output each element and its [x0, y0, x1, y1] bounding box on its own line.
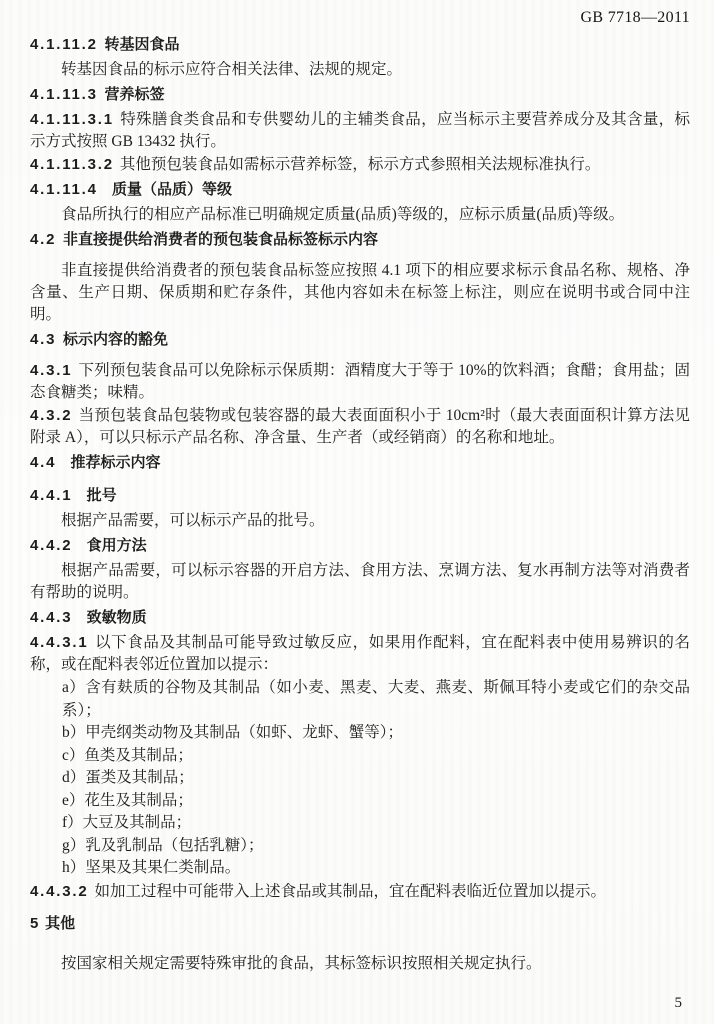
section-heading-4-4-1: [30, 485, 690, 507]
section-title: 转基因食品: [104, 36, 180, 53]
list-item-a: a）含有麸质的谷物及其制品（如小麦、黑麦、大麦、燕麦、斯佩耳特小麦或它们的杂交品系）；: [62, 679, 690, 719]
list-item-f: f）大豆及其制品；: [62, 814, 192, 831]
section-number: 4.4.1: [30, 487, 73, 504]
paragraph-non-direct: 非直接提供给消费者的预包装食品标签应按照 4.1 项下的相应要求标示食品名称、规格、净含量、生产日期、保质期和贮存条件，其他内容如未在标签上标注，则应在说明书或合同中注明。: [30, 262, 690, 323]
paragraph-other: 按国家相关规定需要特殊审批的食品，其标签标识按照相关规定执行。: [61, 954, 542, 972]
clause-text: 下列预包装食品可以免除标示保质期：酒精度大于等于 10%的饮料酒；食醋；食用盐；固态食糖类；味精。: [30, 362, 690, 401]
section-number: 4.3: [30, 331, 57, 348]
section-title: 推荐标示内容: [70, 454, 161, 471]
page-number: 5: [674, 995, 682, 1011]
section-number: 4.4.2: [30, 537, 73, 554]
section-heading-4-4-3: [30, 607, 690, 629]
clause-4-1-11-3-1: [30, 109, 690, 153]
section-title: 营养标签: [104, 86, 165, 103]
clause-number: 4.1.11.3.2: [30, 156, 114, 173]
clause-number: 4.4.3.1: [30, 634, 89, 651]
list-item-c: c）鱼类及其制品；: [62, 746, 193, 764]
section-title: 食用方法: [86, 537, 147, 554]
clause-number: 4.3.1: [30, 362, 73, 379]
vertical-spacer: [30, 254, 690, 259]
list-item-b: b）甲壳纲类动物及其制品（如虾、龙虾、蟹等）；: [62, 724, 404, 741]
clause-4-3-2: [30, 405, 690, 449]
section-title: 质量（品质）等级: [112, 181, 233, 198]
section-heading-4-1-11-2: [30, 34, 690, 56]
section-heading-4-4-2: [30, 535, 690, 557]
allergen-list: [30, 677, 690, 880]
section-number: 4.1.11.2: [30, 36, 98, 53]
section-number: 4.1.11.3: [30, 86, 98, 103]
clause-4-4-3-1: [30, 632, 690, 676]
list-item-e: e）花生及其制品；: [62, 791, 193, 809]
list-item-d: d）蛋类及其制品；: [62, 769, 194, 786]
section-heading-4-2: [30, 229, 690, 251]
clause-text: 当预包装食品包装物或包装容器的最大表面面积小于 10cm²时（最大表面面积计算方法见附录 A），可以只标示产品名称、净含量、生产者（或经销商）的名称和地址。: [30, 407, 690, 446]
section-title: 批号: [86, 487, 117, 504]
clause-4-3-1: [30, 360, 690, 404]
clause-text: 特殊膳食类食品和专供婴幼儿的主辅类食品，应当标示主要营养成分及其含量，标示方式按照 GB 13432 执行。: [30, 111, 690, 150]
section-number: 4.4.3: [30, 609, 73, 626]
standard-code: GB 7718—2011: [580, 9, 690, 26]
list-item-g: g）乳及乳制品（包括乳糖）；: [62, 836, 264, 854]
paragraph-usage: 根据产品需要，可以标示容器的开启方法、食用方法、烹调方法、复水再制方法等对消费者有帮助的说明。: [30, 562, 690, 601]
section-number: 4.4: [30, 454, 57, 471]
chapter-title: 其他: [45, 914, 76, 932]
clause-number: 4.1.11.3.1: [30, 111, 114, 128]
paragraph-quality: 食品所执行的相应产品标准已明确规定质量(品质)等级的，应标示质量(品质)等级。: [61, 206, 625, 223]
section-heading-4-1-11-3: [30, 84, 690, 106]
section-heading-4-1-11-4: [30, 179, 690, 201]
list-item-h: h）坚果及其果仁类制品。: [62, 859, 241, 876]
paragraph-transgenic: 转基因食品的标示应符合相关法律、法规的规定。: [61, 61, 403, 78]
clause-text: 以下食品及其制品可能导致过敏反应，如果用作配料，宜在配料表中使用易辨识的名称，或在配料表邻近位置加以提示：: [30, 634, 690, 673]
section-number: 4.2: [30, 231, 57, 248]
clause-number: 4.4.3.2: [30, 882, 89, 900]
section-number: 4.1.11.4: [30, 181, 98, 198]
section-title: 非直接提供给消费者的预包装食品标签标示内容: [63, 231, 379, 248]
chapter-heading-5: [30, 913, 690, 935]
section-title: 标示内容的豁免: [63, 331, 169, 348]
clause-text: 如加工过程中可能带入上述食品或其制品，宜在配料表临近位置加以提示。: [94, 882, 606, 900]
vertical-spacer: [30, 354, 690, 359]
clause-number: 4.3.2: [30, 407, 73, 424]
section-heading-4-3: [30, 329, 690, 351]
document-content: [30, 34, 690, 975]
paragraph-batch: 根据产品需要，可以标示产品的批号。: [61, 512, 325, 529]
section-title: 致敏物质: [86, 609, 147, 626]
chapter-number: 5: [30, 914, 39, 932]
vertical-spacer: [30, 477, 690, 482]
clause-text: 其他预包装食品如需标示营养标签，标示方式参照相关法规标准执行。: [119, 156, 601, 173]
clause-4-4-3-2: [30, 881, 690, 903]
clause-4-1-11-3-2: [30, 154, 690, 176]
section-heading-4-4: [30, 452, 690, 474]
